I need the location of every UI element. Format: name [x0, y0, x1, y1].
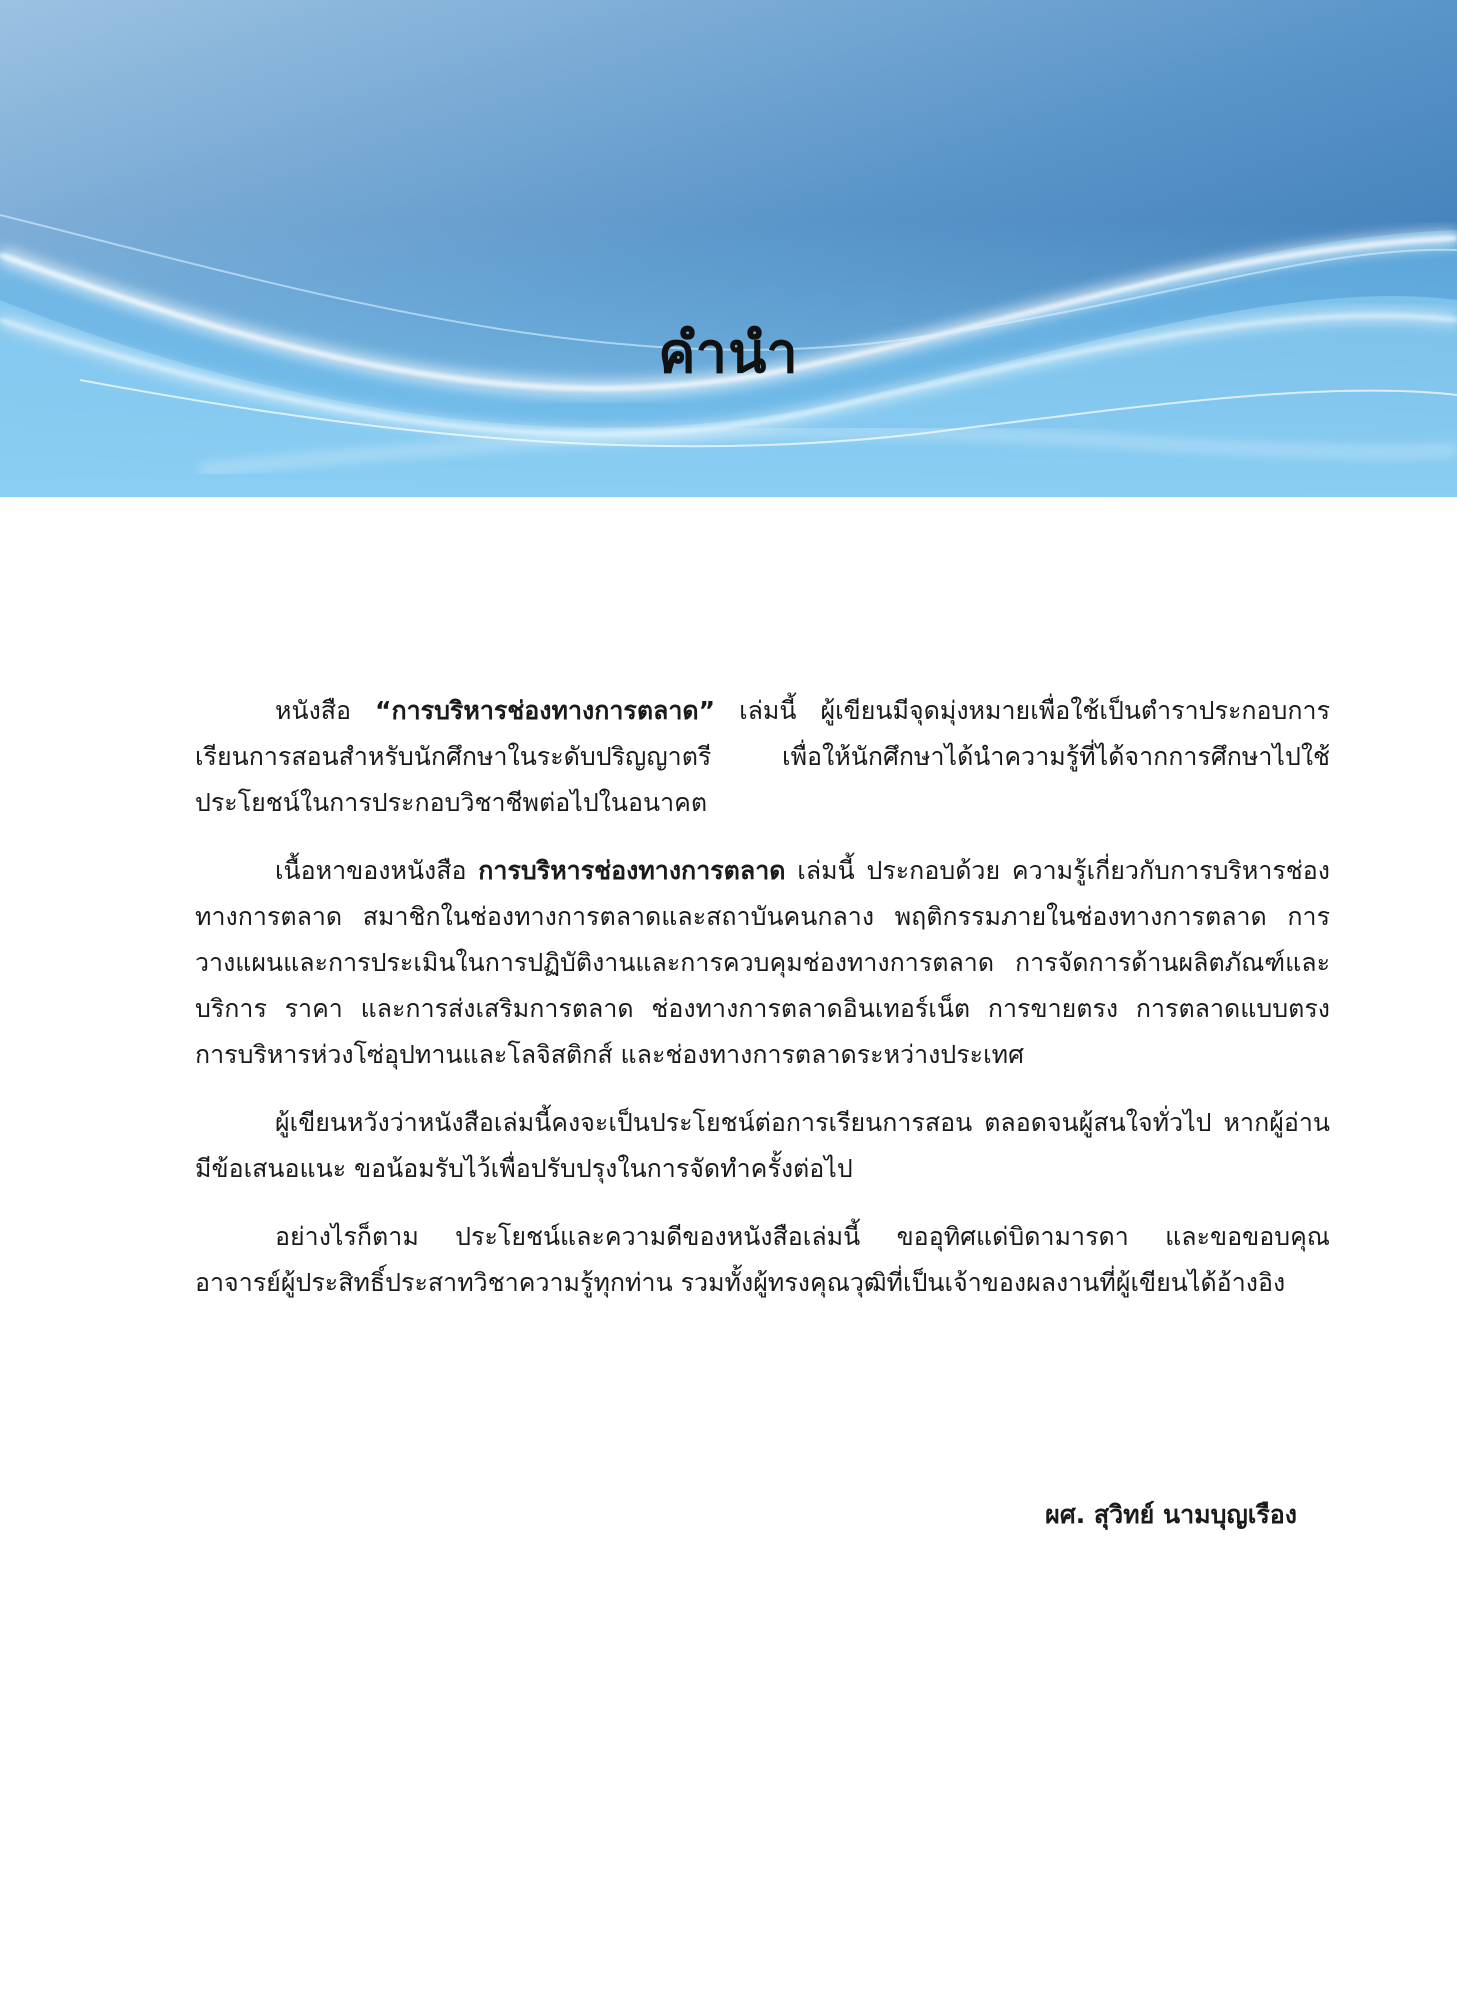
- page-title: คำนำ: [658, 321, 799, 386]
- paragraph-2-intro: เนื้อหาของหนังสือ: [275, 856, 479, 885]
- header-banner: [0, 0, 1457, 497]
- paragraph-3: ผู้เขียนหวังว่าหนังสือเล่มนี้คงจะเป็นประโยชน์ต่อการเรียนการสอน ตลอดจนผู้สนใจทั่วไป หากผู้อ่านมีข้อเสนอแนะ ขอน้อมรับไว้เพื่อปรับปรุงในการจัดทำครั้งต่อไป: [195, 1108, 1330, 1183]
- light-wave-decoration: [0, 0, 1457, 497]
- book-title-quoted: “การบริหารช่องทางการตลาด”: [375, 696, 716, 725]
- paragraph-1: [195, 688, 1330, 826]
- paragraph-2: [195, 848, 1330, 1078]
- preface-body: [195, 688, 1330, 1328]
- paragraph-1-body: เล่มนี้ ผู้เขียนมีจุดมุ่งหมายเพื่อใช้เป็นตำราประกอบการเรียนการสอนสำหรับนักศึกษาในระดับปริญญาตรี เพื่อให้นักศึกษาได้นำความรู้ที่ได้จากการศึกษาไปใช้ประโยชน์ในการประกอบวิชาชีพต่อไปในอนาคต: [195, 696, 1330, 817]
- paragraph-4: อย่างไรก็ตาม ประโยชน์และความดีของหนังสือเล่มนี้ ขออุทิศแด่บิดามารดา และขอขอบคุณอาจารย์ผู้ประสิทธิ์ประสาทวิชาความรู้ทุกท่าน รวมทั้งผู้ทรงคุณวุฒิที่เป็นเจ้าของผลงานที่ผู้เขียนได้อ้างอิง: [195, 1222, 1330, 1297]
- paragraph-2-body: เล่มนี้ ประกอบด้วย ความรู้เกี่ยวกับการบริหารช่องทางการตลาด สมาชิกในช่องทางการตลาดและสถาบันคนกลาง พฤติกรรมภายในช่องทางการตลาด การวางแผนและการประเมินในการปฏิบัติงานและการควบคุมช่องทางการตลาด การจัดการด้านผลิตภัณฑ์และบริการ ราคา และการส่งเสริมการตลาด ช่องทางการตลาดอินเทอร์เน็ต การขายตรง การตลาดแบบตรง การบริหารห่วงโซ่อุปทานและโลจิสติกส์ และช่องทางการตลาดระหว่างประเทศ: [195, 856, 1330, 1069]
- author-signature: ผศ. สุวิทย์ นามบุญเรือง: [1045, 1500, 1297, 1529]
- paragraph-1-intro: หนังสือ: [275, 696, 376, 725]
- book-title: การบริหารช่องทางการตลาด: [478, 856, 786, 885]
